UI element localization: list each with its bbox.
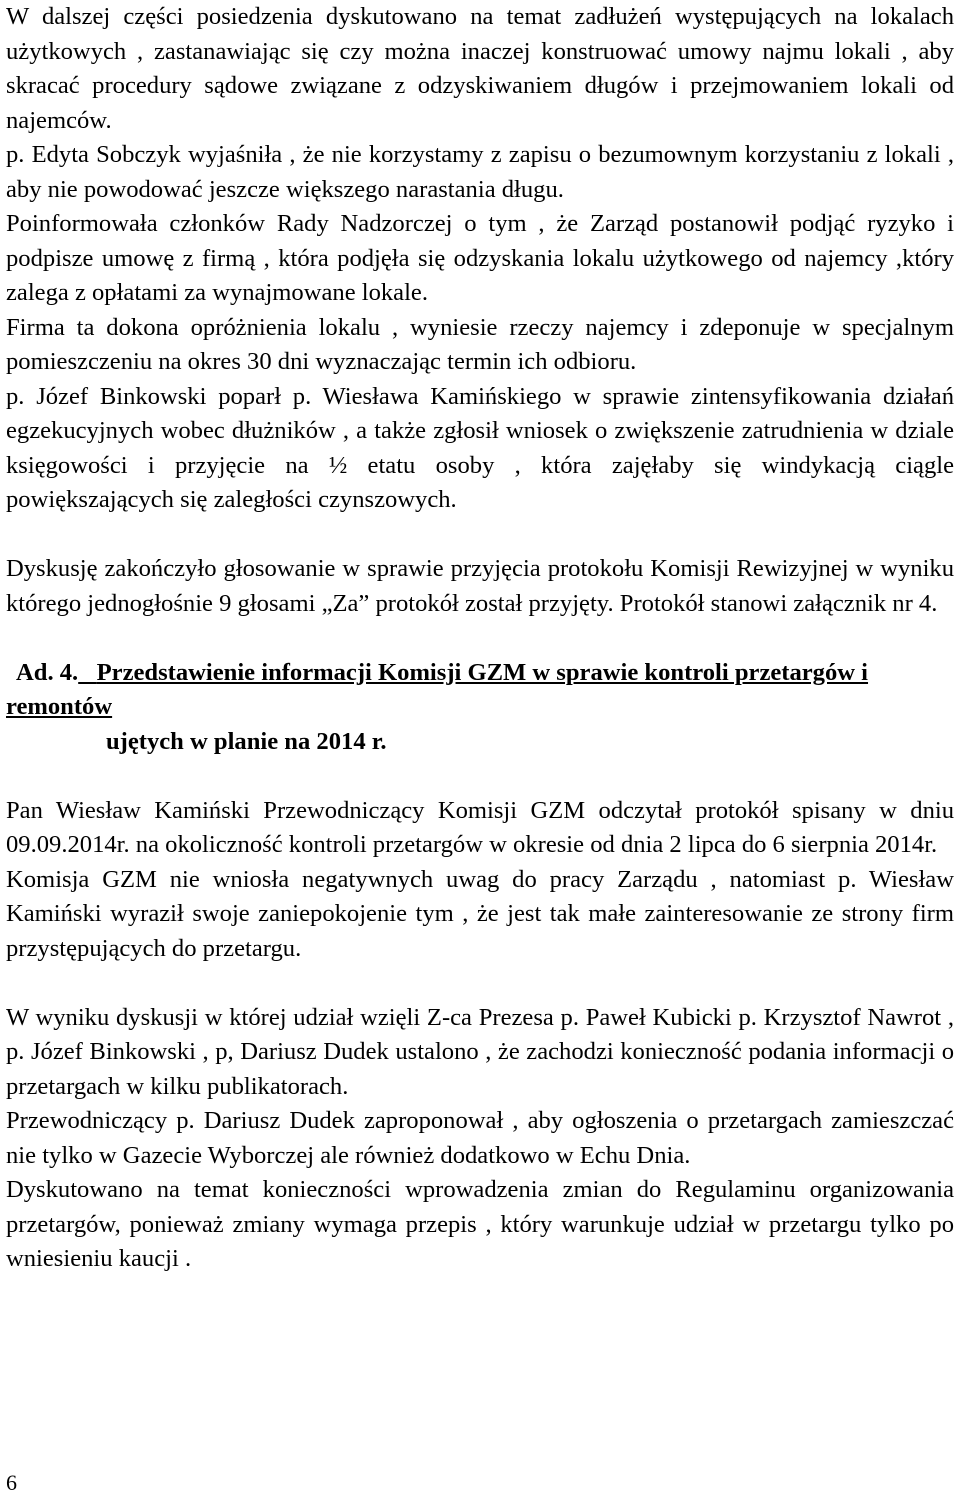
paragraph-discussion-outcome: W wyniku dyskusji w której udział wzięli Z-ca Prezesa p. Paweł Kubicki p. Krzysztof Nawrot , p. Józef Binkowski , p, Dariusz Dudek ustalono , że zachodzi konieczność podania informacji o przetargach w kilku publikatorach. [6,1003,954,1100]
paragraph-gap [6,966,954,1001]
section-heading-continuation [6,725,954,760]
section-heading [6,656,954,725]
paragraph-gzm-protocol: Pan Wiesław Kamiński Przewodniczący Komisji GZM odczytał protokół spisany w dniu 09.09.2014r. na okoliczność kontroli przetargów w okresie od dnia 2 lipca do 6 sierpnia 2014r. [6,796,954,858]
paragraph-vote-result: Dyskusję zakończyło głosowanie w sprawie przyjęcia protokołu Komisji Rewizyjnej w wyniku którego jednogłośnie 9 głosami „Za” protokół został przyjęty. Protokół stanowi załącznik nr 4. [6,555,954,617]
paragraph-dudek-proposal: Przewodniczący p. Dariusz Dudek zaproponował , aby ogłoszenia o przetargach zamieszczać nie tylko w Gazecie Wyborczej ale również dodatkowo w Echu Dnia. [6,1107,954,1169]
paragraph-gap [6,621,954,656]
paragraph-debts-discussion: W dalszej części posiedzenia dyskutowano na temat zadłużeń występujących na lokalach użytkowych , zastanawiając się czy można inaczej konstruować umowy najmu lokali , aby skracać procedury sądowe związane z odzyskiwaniem długów i przejmowaniem lokali od najemców. [6,3,954,134]
document-page [6,0,954,1277]
section-title-line1: Przedstawienie informacji Komisji GZM w sprawie kontroli przetargów i remontów [6,658,869,720]
paragraph-binkowski-motion: p. Józef Binkowski poparł p. Wiesława Kamińskiego w sprawie zintensyfikowania działań egzekucyjnych wobec dłużników , a także zgłosił wniosek o zwiększenie zatrudnienia w dziale księgowości i przyjęcie na ½ etatu osoby , która zajęłaby się windykacją ciągle powiększających się zaległości czynszowych. [6,382,954,513]
paragraph-gap [6,759,954,794]
paragraph-sobczyk-explanation: p. Edyta Sobczyk wyjaśniła , że nie korzystamy z zapisu o bezumownym korzystaniu z lokali , aby nie powodować jeszcze większego narastania długu. [6,141,954,203]
section-number: Ad. 4. [16,658,79,686]
paragraph-gap [6,518,954,553]
paragraph-board-decision: Poinformowała członków Rady Nadzorczej o tym , że Zarząd postanowił podjąć ryzyko i podpisze umowę z firmą , która podjęła się odzyskania lokalu użytkowego od najemcy ,który zalega z opłatami za wynajmowane lokale. [6,210,954,306]
paragraph-gzm-remarks: Komisja GZM nie wniosła negatywnych uwag do pracy Zarządu , natomiast p. Wiesław Kamiński wyraził swoje zaniepokojenie tym , że jest tak małe zainteresowanie ze strony firm przystępujących do przetargu. [6,865,954,962]
paragraph-company-eviction: Firma ta dokona opróżnienia lokalu , wyniesie rzeczy najemcy i zdeponuje w specjalnym pomieszczeniu na okres 30 dni wyznaczając termin ich odbioru. [6,313,954,375]
paragraph-regulations-change: Dyskutowano na temat konieczności wprowadzenia zmian do Regulaminu organizowania przetargów, ponieważ zmiany wymaga przepis , który warunkuje udział w przetargu tylko po wniesieniu kaucji . [6,1176,954,1272]
section-title-line2: ujętych w planie na 2014 r. [106,727,387,755]
page-number: 6 [6,1470,17,1495]
